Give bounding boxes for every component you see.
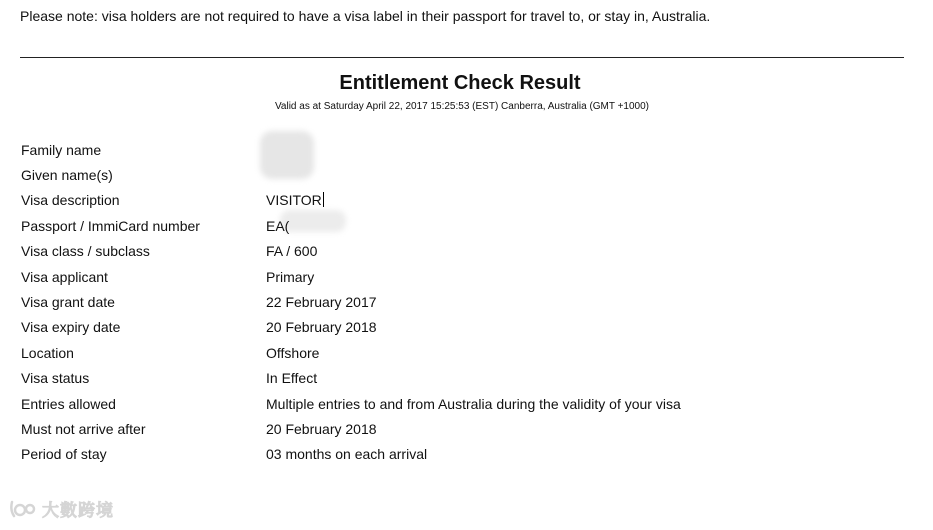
detail-value: EA( [266, 217, 290, 234]
detail-row-must-not-arrive-after [21, 416, 901, 441]
detail-label: Location [21, 344, 74, 361]
visa-description-text: VISITOR [266, 192, 322, 209]
detail-row-passport-number [21, 213, 901, 238]
detail-label: Passport / ImmiCard number [21, 217, 200, 234]
validity-timestamp: Valid as at Saturday April 22, 2017 15:25:53 (EST) Canberra, Australia (GMT +1000) [275, 101, 649, 112]
detail-label: Visa grant date [21, 294, 115, 311]
watermark-text: 大數跨境 [42, 501, 114, 521]
detail-row-visa-grant-date [21, 289, 901, 314]
detail-value [266, 192, 324, 208]
detail-value: 20 February 2018 [266, 319, 377, 336]
page-title: Entitlement Check Result [339, 72, 581, 94]
detail-row-visa-expiry-date [21, 315, 901, 340]
detail-label: Given name(s) [21, 167, 113, 184]
divider [20, 57, 904, 58]
detail-value: Primary [266, 268, 315, 285]
brand-logo-icon [8, 498, 36, 520]
detail-row-visa-description [21, 188, 901, 213]
detail-value: Offshore [266, 344, 320, 361]
detail-row-visa-applicant [21, 264, 901, 289]
detail-label: Must not arrive after [21, 420, 146, 437]
detail-label: Visa status [21, 370, 90, 387]
detail-row-period-of-stay [21, 442, 901, 467]
text-cursor [323, 192, 324, 207]
watermark [8, 496, 114, 521]
detail-label: Visa expiry date [21, 319, 121, 336]
detail-label: Visa description [21, 192, 120, 209]
detail-label: Period of stay [21, 446, 107, 463]
notice-text: Please note: visa holders are not required to have a visa label in their passport for travel to, or stay in, Australia. [20, 8, 711, 24]
detail-value: 22 February 2017 [266, 294, 377, 311]
detail-value: FA / 600 [266, 243, 318, 260]
detail-label: Visa class / subclass [21, 243, 150, 260]
detail-value: 03 months on each arrival [266, 446, 428, 463]
detail-label: Entries allowed [21, 395, 116, 412]
detail-row-entries-allowed [21, 391, 901, 416]
entitlement-details [21, 137, 901, 467]
detail-value: In Effect [266, 370, 318, 387]
detail-value: Multiple entries to and from Australia during the validity of your visa [266, 395, 681, 412]
detail-row-visa-status [21, 366, 901, 391]
detail-label: Visa applicant [21, 268, 108, 285]
detail-label: Family name [21, 141, 102, 158]
detail-row-location [21, 340, 901, 365]
detail-row-visa-class [21, 239, 901, 264]
detail-value: 20 February 2018 [266, 420, 377, 437]
detail-row-family-name [21, 137, 901, 162]
detail-row-given-names [21, 162, 901, 187]
